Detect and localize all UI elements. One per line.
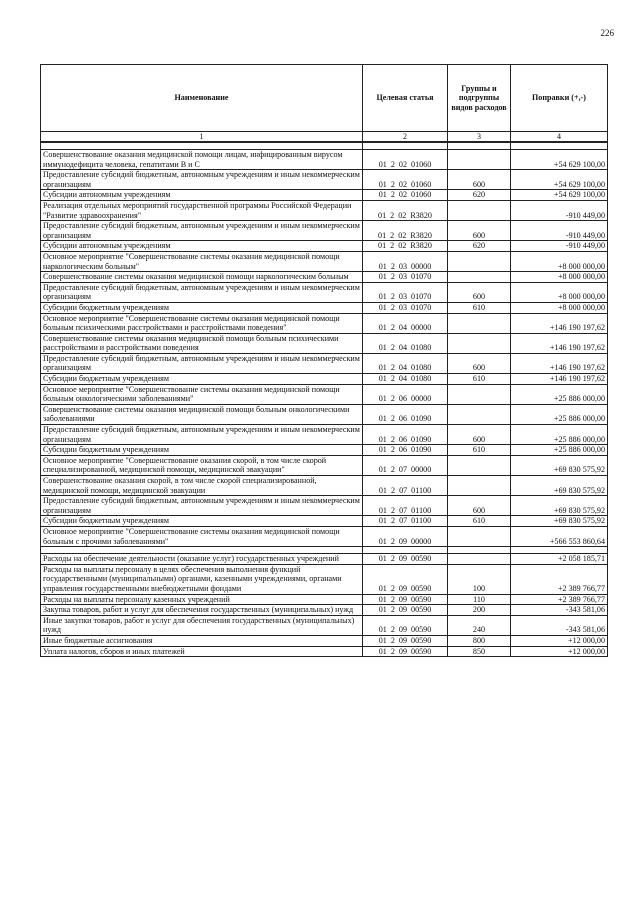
row-amount-cell: +12 000,00: [511, 646, 608, 657]
row-name-cell: Основное мероприятие "Совершенствование системы оказания медицинской помощи больным онкологическими заболеваниями": [41, 384, 363, 404]
row-amount-cell: -910 449,00: [511, 200, 608, 220]
header-code: Целевая статья: [363, 65, 448, 132]
row-name-cell: Предоставление субсидий бюджетным, автономным учреждениям и иным некоммерческим организациям: [41, 353, 363, 373]
row-amount-cell: -343 581,06: [511, 605, 608, 616]
row-code-cell: 01 2 04 01080: [363, 353, 448, 373]
row-amount-cell: +54 629 100,00: [511, 170, 608, 190]
table-row: [41, 404, 608, 424]
row-code-cell: 01 2 02 R3820: [363, 221, 448, 241]
row-amount-cell: +25 886 000,00: [511, 445, 608, 456]
row-amount-cell: +12 000,00: [511, 635, 608, 646]
row-amount-cell: +69 830 575,92: [511, 455, 608, 475]
row-name-cell: Предоставление субсидий бюджетным, автономным учреждениям и иным некоммерческим организациям: [41, 425, 363, 445]
table-row: [41, 374, 608, 385]
budget-amendments-table: [40, 64, 608, 657]
row-amount-cell: +2 389 766,77: [511, 564, 608, 594]
row-group-cell: 100: [448, 564, 511, 594]
row-code-cell: 01 2 09 00590: [363, 554, 448, 565]
table-row: [41, 272, 608, 283]
table-row: [41, 353, 608, 373]
table-row: [41, 170, 608, 190]
row-group-cell: 600: [448, 221, 511, 241]
row-code-cell: 01 2 04 01080: [363, 374, 448, 385]
row-code-cell: 01 2 09 00590: [363, 646, 448, 657]
table-row: [41, 615, 608, 635]
table-row: [41, 646, 608, 657]
table-row: [41, 635, 608, 646]
row-name-cell: Предоставление субсидий бюджетным, автономным учреждениям и иным некоммерческим организациям: [41, 170, 363, 190]
table-row: [41, 302, 608, 313]
row-name-cell: Совершенствование системы оказания медицинской помощи больным онкологическими заболеваниями: [41, 404, 363, 424]
row-name-cell: Совершенствование системы оказания медицинской помощи наркологическим больным: [41, 272, 363, 283]
table-row: [41, 445, 608, 456]
row-name-cell: Основное мероприятие "Совершенствование системы оказания медицинской помощи больным с прочими заболеваниями": [41, 526, 363, 546]
column-number: 3: [448, 132, 511, 143]
row-amount-cell: +8 000 000,00: [511, 272, 608, 283]
page-number: 226: [600, 28, 614, 38]
row-name-cell: Основное мероприятие "Совершенствование системы оказания медицинской помощи наркологическим больным": [41, 251, 363, 271]
row-amount-cell: +146 190 197,62: [511, 313, 608, 333]
row-name-cell: Расходы на обеспечение деятельности (оказание услуг) государственных учреждений: [41, 554, 363, 565]
spacer-cell: [448, 547, 511, 554]
row-name-cell: Совершенствование оказания медицинской помощи лицам, инфицированным вирусом иммунодефицита человека, гепатитами В и С: [41, 150, 363, 170]
table-row: [41, 313, 608, 333]
table-row: [41, 200, 608, 220]
table-header-row: [41, 65, 608, 132]
table-row: [41, 282, 608, 302]
row-amount-cell: +146 190 197,62: [511, 333, 608, 353]
table-body: [41, 142, 608, 657]
header-amount: Поправки (+,-): [511, 65, 608, 132]
spacer-row: [41, 547, 608, 554]
table-row: [41, 564, 608, 594]
row-name-cell: Расходы на выплаты персоналу казенных учреждений: [41, 594, 363, 605]
row-code-cell: 01 2 02 01060: [363, 190, 448, 201]
row-amount-cell: +54 629 100,00: [511, 150, 608, 170]
row-code-cell: 01 2 02 01060: [363, 170, 448, 190]
row-code-cell: 01 2 04 01080: [363, 333, 448, 353]
column-number: 4: [511, 132, 608, 143]
column-number: 2: [363, 132, 448, 143]
row-code-cell: 01 2 09 00590: [363, 615, 448, 635]
row-code-cell: 01 2 09 00590: [363, 605, 448, 616]
row-name-cell: Закупка товаров, работ и услуг для обеспечения государственных (муниципальных) нужд: [41, 605, 363, 616]
row-name-cell: Предоставление субсидий бюджетным, автономным учреждениям и иным некоммерческим организациям: [41, 496, 363, 516]
row-name-cell: Субсидии автономным учреждениям: [41, 241, 363, 252]
row-group-cell: [448, 251, 511, 271]
column-number-row: [41, 132, 608, 143]
row-name-cell: Субсидии бюджетным учреждениям: [41, 374, 363, 385]
table-row: [41, 594, 608, 605]
row-code-cell: 01 2 06 01090: [363, 425, 448, 445]
table-row: [41, 190, 608, 201]
table-row: [41, 150, 608, 170]
row-group-cell: [448, 476, 511, 496]
spacer-cell: [448, 142, 511, 150]
row-name-cell: Субсидии бюджетным учреждениям: [41, 302, 363, 313]
row-code-cell: 01 2 09 00590: [363, 635, 448, 646]
row-name-cell: Иные закупки товаров, работ и услуг для обеспечения государственных (муниципальных) нужд: [41, 615, 363, 635]
header-group: Группы и подгруппы видов расходов: [448, 65, 511, 132]
row-amount-cell: +69 830 575,92: [511, 476, 608, 496]
row-name-cell: Субсидии бюджетным учреждениям: [41, 516, 363, 527]
table-row: [41, 526, 608, 546]
row-group-cell: 800: [448, 635, 511, 646]
row-group-cell: 240: [448, 615, 511, 635]
row-name-cell: Совершенствование оказания скорой, в том числе скорой специализированной, медицинской помощи, медицинской эвакуации: [41, 476, 363, 496]
row-amount-cell: +54 629 100,00: [511, 190, 608, 201]
row-group-cell: [448, 526, 511, 546]
spacer-cell: [363, 547, 448, 554]
row-name-cell: Реализация отдельных мероприятий государственной программы Российской Федерации "Развитие здравоохранения": [41, 200, 363, 220]
row-code-cell: 01 2 06 01090: [363, 445, 448, 456]
row-group-cell: 610: [448, 374, 511, 385]
column-number: 1: [41, 132, 363, 143]
table-row: [41, 241, 608, 252]
row-code-cell: 01 2 03 00000: [363, 251, 448, 271]
row-code-cell: 01 2 06 00000: [363, 384, 448, 404]
table-row: [41, 221, 608, 241]
spacer-cell: [41, 142, 363, 150]
row-group-cell: 610: [448, 516, 511, 527]
row-amount-cell: -910 449,00: [511, 221, 608, 241]
row-group-cell: 620: [448, 241, 511, 252]
row-group-cell: [448, 455, 511, 475]
table-row: [41, 554, 608, 565]
row-amount-cell: +566 553 860,64: [511, 526, 608, 546]
row-group-cell: 850: [448, 646, 511, 657]
row-amount-cell: +25 886 000,00: [511, 404, 608, 424]
row-name-cell: Субсидии автономным учреждениям: [41, 190, 363, 201]
row-amount-cell: +8 000 000,00: [511, 302, 608, 313]
table-row: [41, 496, 608, 516]
row-name-cell: Расходы на выплаты персоналу в целях обеспечения выполнения функций государственными (муниципальными) органами, казенными учреждениями, органами управления государственными внебюджетными фондами: [41, 564, 363, 594]
row-name-cell: Предоставление субсидий бюджетным, автономным учреждениям и иным некоммерческим организациям: [41, 221, 363, 241]
row-group-cell: 600: [448, 282, 511, 302]
row-group-cell: [448, 333, 511, 353]
table-row: [41, 455, 608, 475]
spacer-cell: [511, 142, 608, 150]
row-code-cell: 01 2 09 00590: [363, 564, 448, 594]
row-group-cell: 610: [448, 302, 511, 313]
row-code-cell: 01 2 04 00000: [363, 313, 448, 333]
row-code-cell: 01 2 03 01070: [363, 272, 448, 283]
table-row: [41, 476, 608, 496]
row-amount-cell: +25 886 000,00: [511, 384, 608, 404]
row-code-cell: 01 2 03 01070: [363, 302, 448, 313]
row-amount-cell: +2 058 185,71: [511, 554, 608, 565]
header-name: Наименование: [41, 65, 363, 132]
spacer-cell: [363, 142, 448, 150]
row-amount-cell: +146 190 197,62: [511, 374, 608, 385]
spacer-row: [41, 142, 608, 150]
row-group-cell: 600: [448, 425, 511, 445]
row-group-cell: 600: [448, 353, 511, 373]
row-group-cell: [448, 200, 511, 220]
row-code-cell: 01 2 09 00590: [363, 594, 448, 605]
row-group-cell: [448, 384, 511, 404]
table-row: [41, 333, 608, 353]
row-code-cell: 01 2 06 01090: [363, 404, 448, 424]
row-name-cell: Совершенствование системы оказания медицинской помощи больным психическими расстройствами и расстройствами поведения: [41, 333, 363, 353]
table-row: [41, 251, 608, 271]
row-group-cell: 620: [448, 190, 511, 201]
row-code-cell: 01 2 02 R3820: [363, 241, 448, 252]
spacer-cell: [41, 547, 363, 554]
row-group-cell: 110: [448, 594, 511, 605]
row-name-cell: Основное мероприятие "Совершенствование оказания скорой, в том числе скорой специализированной, медицинской помощи, медицинской эвакуации": [41, 455, 363, 475]
row-code-cell: 01 2 07 01100: [363, 516, 448, 527]
row-group-cell: 610: [448, 445, 511, 456]
row-code-cell: 01 2 07 01100: [363, 496, 448, 516]
row-group-cell: [448, 404, 511, 424]
row-name-cell: Предоставление субсидий бюджетным, автономным учреждениям и иным некоммерческим организациям: [41, 282, 363, 302]
row-name-cell: Уплата налогов, сборов и иных платежей: [41, 646, 363, 657]
row-group-cell: [448, 554, 511, 565]
table-row: [41, 605, 608, 616]
row-name-cell: Иные бюджетные ассигнования: [41, 635, 363, 646]
row-amount-cell: +25 886 000,00: [511, 425, 608, 445]
row-amount-cell: +146 190 197,62: [511, 353, 608, 373]
row-group-cell: [448, 313, 511, 333]
row-amount-cell: +8 000 000,00: [511, 282, 608, 302]
table-row: [41, 516, 608, 527]
row-amount-cell: +8 000 000,00: [511, 251, 608, 271]
row-group-cell: [448, 150, 511, 170]
row-code-cell: 01 2 07 00000: [363, 455, 448, 475]
row-amount-cell: +2 389 766,77: [511, 594, 608, 605]
row-name-cell: Основное мероприятие "Совершенствование системы оказания медицинской помощи больным психическими расстройствами и расстройствами поведения": [41, 313, 363, 333]
table-row: [41, 384, 608, 404]
row-amount-cell: -343 581,06: [511, 615, 608, 635]
row-amount-cell: -910 449,00: [511, 241, 608, 252]
table-row: [41, 425, 608, 445]
row-amount-cell: +69 830 575,92: [511, 516, 608, 527]
row-code-cell: 01 2 09 00000: [363, 526, 448, 546]
row-group-cell: [448, 272, 511, 283]
row-amount-cell: +69 830 575,92: [511, 496, 608, 516]
row-name-cell: Субсидии бюджетным учреждениям: [41, 445, 363, 456]
row-group-cell: 200: [448, 605, 511, 616]
row-code-cell: 01 2 02 01060: [363, 150, 448, 170]
row-code-cell: 01 2 07 01100: [363, 476, 448, 496]
spacer-cell: [511, 547, 608, 554]
row-group-cell: 600: [448, 496, 511, 516]
row-code-cell: 01 2 02 R3820: [363, 200, 448, 220]
row-code-cell: 01 2 03 01070: [363, 282, 448, 302]
row-group-cell: 600: [448, 170, 511, 190]
